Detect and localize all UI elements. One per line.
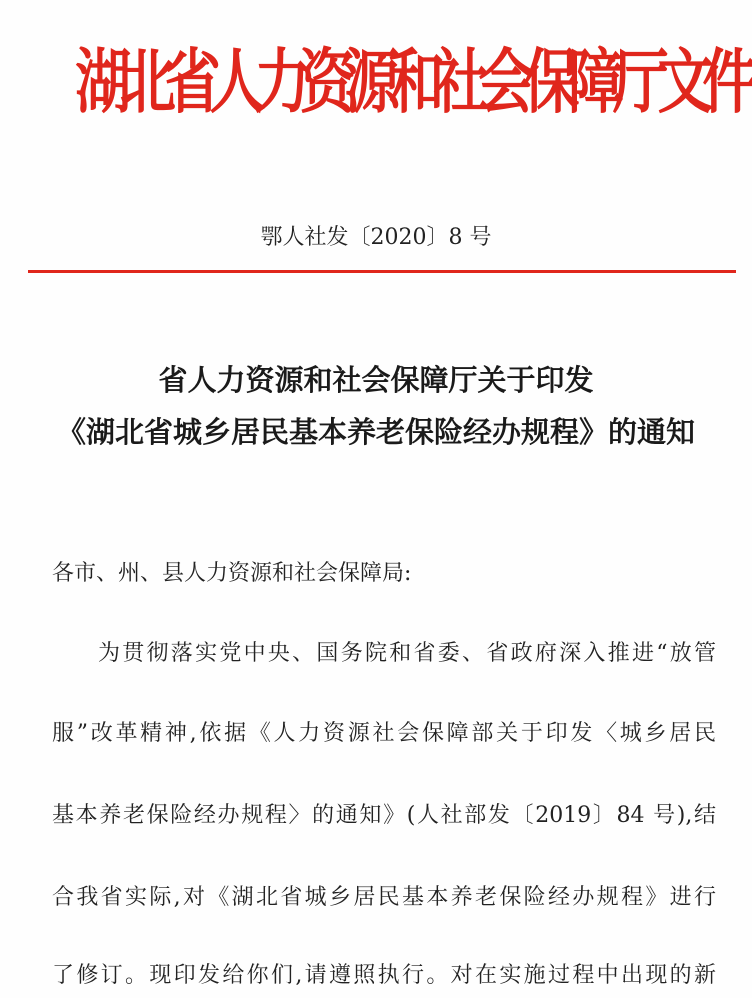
salutation: 各市、州、县人力资源和社会保障局: — [52, 561, 412, 586]
body-text-line: 基本养老保险经办规程〉的通知》(人社部发〔2019〕84 号),结 — [52, 803, 716, 828]
body-text-line: 了修订。现印发给你们,请遵照执行。对在实施过程中出现的新 — [52, 963, 716, 988]
body-text-line: 合我省实际,对《湖北省城乡居民基本养老保险经办规程》进行 — [52, 885, 716, 910]
document-number: 鄂人社发〔2020〕8 号 — [260, 225, 492, 250]
notice-title-line-1: 省人力资源和社会保障厅关于印发 — [158, 363, 594, 397]
body-text-line: 服”改革精神,依据《人力资源社会保障部关于印发〈城乡居民 — [52, 721, 716, 746]
notice-title-line-2: 《湖北省城乡居民基本养老保险经办规程》的通知 — [56, 415, 695, 449]
red-divider-line — [28, 270, 736, 273]
body-text-line: 为贯彻落实党中央、国务院和省委、省政府深入推进“放管 — [98, 641, 716, 666]
document-header-title: 湖北省人力资源和社会保障厅文件 — [75, 40, 748, 123]
